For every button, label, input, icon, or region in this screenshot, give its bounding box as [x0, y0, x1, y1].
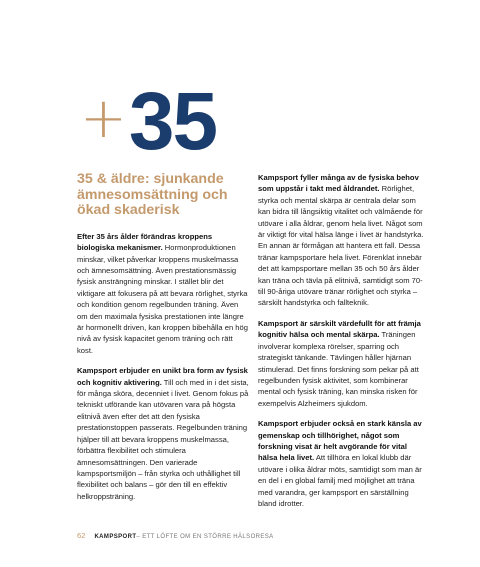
- page-footer: [77, 531, 274, 540]
- paragraph-text: Rörlighet, styrka och mental skärpa är centrala delar som kan bidra till långsiktig vitalitet och välmående för utövare i alla åldrar, genom hela livet. Något som är viktigt för vital hälsa länge i livet är handstyrka. En annan är förmågan att hantera ett fall. Dessa tränar kampsportare hela livet. Förenklat innebär det att kampsportare mellan 35 och 50 års ålder kan träna och tävla på elitnivå, samtidigt som 70- till 90-åriga utövare tränar rörlighet och styrka – särskilt handstyrka och fallteknik.: [258, 184, 424, 308]
- footer-tagline: – ETT LÖFTE OM EN STÖRRE HÄLSORESA: [136, 534, 274, 540]
- paragraph-lead: Kampsport erbjuder också en stark känsla av gemenskap och tillhörighet, något som forskning visat är helt avgörande för vital hälsa hela livet.: [258, 419, 422, 463]
- body-paragraph: [77, 365, 249, 502]
- paragraph-lead: Kampsport erbjuder en unikt bra form av fysisk och kognitiv aktivering.: [77, 366, 248, 387]
- body-paragraph: [77, 231, 249, 356]
- paragraph-text: Träningen involverar komplexa rörelser, sparring och strategiskt tänkande. Tävlingen håller hjärnan stimulerad. Det finns forskning som pekar på att regelbunden fysisk aktivitet, som kombinerar mental och fysisk träning, kan minska risken för exempelvis Alzheimers sjukdom.: [258, 330, 419, 408]
- headline-rest: sjunkande ämnesomsättning och ökad skaderisk: [77, 171, 228, 219]
- paragraph-lead: Kampsport fyller många av de fysiska behov som uppstår i takt med åldrandet.: [258, 173, 419, 194]
- right-column: [258, 172, 426, 518]
- page-number: 62: [77, 531, 86, 540]
- paragraph-lead: Efter 35 års ålder förändras kroppens biologiska mekanismer.: [77, 231, 213, 253]
- paragraph-text: Till och med in i det sista, för många sköra, decenniet i livet. Genom fokus på tekniskt utförande kan utövaren vara på högsta elitnivå även efter det att den fysiska prestationstoppen passerats. Regelbunden träning hjälper till att bevara kroppens muskelmassa, förbättra flexibilitet och stimulera ämnesomsättningen. Den varierade kampsportsmiljön – från styrka och uthållighet till flexibilitet och balans – gör den till en effektiv helkroppsträning.: [77, 377, 249, 501]
- hero-number: 35: [128, 76, 217, 167]
- section-headline: [77, 172, 249, 219]
- left-column: [77, 172, 249, 511]
- paragraph-text: Att tillhöra en lokal klubb där utövare i olika åldrar möts, samtidigt som man är en del i en global familj med möjlighet att träna med varandra, ger kampsport en särställning bland idrotter.: [258, 453, 422, 508]
- footer-brand: KAMPSPORT: [94, 534, 137, 540]
- body-paragraph: [258, 172, 426, 309]
- body-paragraph: [258, 318, 426, 409]
- hero-plus-sign: +: [80, 86, 127, 151]
- headline-bold: 35 & äldre:: [77, 171, 150, 187]
- paragraph-text: Hormonproduktionen minskar, vilket påverkar kroppens muskelmassa och ämnesomsättning. Även prestationsmässig fysisk ansträngning minskar. I stället blir det viktigare att fokusera på att bevara rörlighet, styrka och kondition genom regelbunden träning. Även om den maximala fysiska prestationen inte längre är hormonellt driven, kan kroppen bibehålla en hög nivå av fysisk kapacitet genom träning och rätt kost.: [77, 243, 248, 355]
- body-paragraph: [258, 418, 426, 509]
- paragraph-lead: Kampsport är särskilt värdefullt för att främja kognitiv hälsa och mental skärpa.: [258, 318, 421, 340]
- hero-heading: [80, 76, 217, 167]
